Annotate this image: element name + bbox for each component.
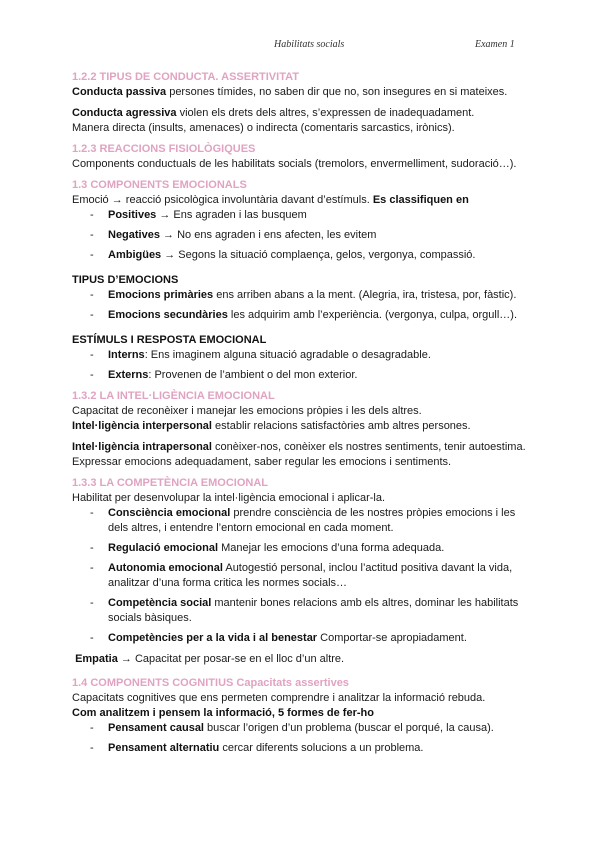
dash-bullet: - xyxy=(90,369,94,381)
list-item xyxy=(72,308,532,323)
dash-bullet: - xyxy=(90,562,94,574)
emotion-intro-bold: Es classifiquen en xyxy=(372,194,469,206)
term-aggressive: Conducta agressiva xyxy=(72,107,177,119)
page-header-title: Habilitats socials xyxy=(274,39,345,50)
dash-bullet: - xyxy=(90,229,94,241)
list-item xyxy=(72,248,532,263)
section-heading-1-3: 1.3 COMPONENTS EMOCIONALS xyxy=(72,179,247,191)
list-item-term: Competència social xyxy=(108,597,212,609)
physiological-text: Components conductuals de les habilitats socials (tremolors, envermelliment, sudoració…). xyxy=(72,158,517,170)
competence-list xyxy=(72,506,532,646)
list-item-term: Autonomia emocional xyxy=(108,562,223,574)
section-heading-1-4: 1.4 COMPONENTS COGNITIUS Capacitats assertives xyxy=(72,677,349,689)
cognitive-list xyxy=(72,721,532,756)
dash-bullet: - xyxy=(90,742,94,754)
passive-conduct-line xyxy=(72,85,532,100)
emotion-intro-text: Emoció → reacció psicològica involuntària davant d’estímuls. xyxy=(72,194,373,206)
list-item-term: Interns xyxy=(108,349,145,361)
section-heading-1-2-3: 1.2.3 REACCIONS FISIOLÒGIQUES xyxy=(72,143,256,155)
list-item-text: Comportar-se apropiadament. xyxy=(317,632,467,644)
list-item-term: Ambigües xyxy=(108,249,162,261)
page-header-exam: Examen 1 xyxy=(475,39,515,50)
list-item-text: → No ens agraden i ens afecten, les evitem xyxy=(159,229,377,241)
cognitive-definition: Capacitats cognitives que ens permeten comprendre i analitzar la informació rebuda. xyxy=(72,692,486,704)
list-item xyxy=(72,506,532,536)
dash-bullet: - xyxy=(90,289,94,301)
dash-bullet: - xyxy=(90,542,94,554)
empathy-text: → Capacitat per posar-se en el lloc d’un altre. xyxy=(117,653,345,665)
list-item-term: Negatives xyxy=(108,229,160,241)
list-item-text: → Ens agraden i las busquem xyxy=(156,209,307,221)
dash-bullet: - xyxy=(90,349,94,361)
dash-bullet: - xyxy=(90,209,94,221)
passive-text: persones tímides, no saben dir que no, son insegures en si mateixes. xyxy=(166,86,508,98)
list-item xyxy=(72,368,532,383)
list-item-text: ens arriben abans a la ment. (Alegria, ira, tristesa, por, fàstic). xyxy=(213,289,517,301)
list-item-term: Pensament alternatiu xyxy=(108,742,220,754)
list-item-term: Emocions secundàries xyxy=(108,309,228,321)
stimuli-list xyxy=(72,348,532,383)
term-passive: Conducta passiva xyxy=(72,86,167,98)
emotion-types-list xyxy=(72,288,532,323)
aggressive-conduct-line-2: Manera directa (insults, amenaces) o indirecta (comentaris sarcastics, irònics). xyxy=(72,122,455,134)
intrapersonal-text: conèixer-nos, conèixer els nostres sentiments, tenir autoestima. Expressar emocions adequadament, saber regular les emocions i sentiments. xyxy=(72,441,526,468)
list-item xyxy=(72,741,532,756)
cognitive-subheading: Com analitzem i pensem la informació, 5 formes de fer-ho xyxy=(72,707,374,719)
section-heading-1-2-2: 1.2.2 TIPUS DE CONDUCTA. ASSERTIVITAT xyxy=(72,71,299,83)
emotion-classification-list xyxy=(72,208,532,263)
emotion-types-heading: TIPUS D’EMOCIONS xyxy=(72,274,179,286)
list-item-term: Competències per a la vida i al benestar xyxy=(108,632,318,644)
interpersonal-line xyxy=(72,419,532,434)
list-item-text: → Segons la situació complaença, gelos, vergonya, compassió. xyxy=(161,249,476,261)
list-item xyxy=(72,208,532,223)
list-item xyxy=(72,596,532,626)
list-item-text: : Provenen de l’ambient o del mon exterior. xyxy=(148,369,358,381)
list-item-text: les adquirim amb l’experiència. (vergonya, culpa, orgull…). xyxy=(227,309,518,321)
emotion-intro xyxy=(72,193,532,208)
dash-bullet: - xyxy=(90,507,94,519)
stimuli-heading: ESTÍMULS I RESPOSTA EMOCIONAL xyxy=(72,334,267,346)
list-item xyxy=(72,561,532,591)
interpersonal-text: establir relacions satisfactòries amb altres persones. xyxy=(211,420,471,432)
term-empathy: Empatia xyxy=(75,653,118,665)
list-item-term: Externs xyxy=(108,369,149,381)
list-item xyxy=(72,541,532,556)
ei-definition: Capacitat de reconèixer i manejar les emocions pròpies i les dels altres. xyxy=(72,405,422,417)
list-item xyxy=(72,228,532,243)
list-item-term: Regulació emocional xyxy=(108,542,219,554)
term-interpersonal: Intel·ligència interpersonal xyxy=(72,420,212,432)
list-item-text: : Ens imaginem alguna situació agradable o desagradable. xyxy=(144,349,431,361)
competence-intro: Habilitat per desenvolupar la intel·ligència emocional i aplicar-la. xyxy=(72,492,386,504)
intrapersonal-line xyxy=(72,440,532,470)
term-intrapersonal: Intel·ligència intrapersonal xyxy=(72,441,212,453)
list-item xyxy=(72,721,532,736)
list-item-term: Positives xyxy=(108,209,157,221)
list-item xyxy=(72,631,532,646)
dash-bullet: - xyxy=(90,249,94,261)
section-heading-1-3-2: 1.3.2 LA INTEL·LIGÈNCIA EMOCIONAL xyxy=(72,390,275,402)
list-item-text: Autogestió personal, inclou l’actitud positiva davant la vida, analitzar d’una forma critica les normes socials… xyxy=(108,562,513,589)
section-heading-1-3-3: 1.3.3 LA COMPETÈNCIA EMOCIONAL xyxy=(72,477,268,489)
list-item-text: cercar diferents solucions a un problema. xyxy=(219,742,424,754)
list-item xyxy=(72,288,532,303)
list-item-text: mantenir bones relacions amb els altres, dominar les habilitats socials bàsiques. xyxy=(108,597,519,624)
aggressive-conduct-line xyxy=(72,106,532,121)
list-item-text: buscar l’origen d’un problema (buscar el porqué, la causa). xyxy=(204,722,494,734)
list-item-term: Consciència emocional xyxy=(108,507,231,519)
document-body xyxy=(72,70,532,756)
dash-bullet: - xyxy=(90,597,94,609)
dash-bullet: - xyxy=(90,632,94,644)
dash-bullet: - xyxy=(90,309,94,321)
empathy-line xyxy=(72,652,532,667)
list-item-term: Pensament causal xyxy=(108,722,204,734)
list-item-text: prendre consciència de les nostres pròpies emocions i les dels altres, i entendre l’entorn emocional en cada moment. xyxy=(108,507,516,534)
list-item xyxy=(72,348,532,363)
list-item-text: Manejar les emocions d’una forma adequada. xyxy=(218,542,445,554)
list-item-term: Emocions primàries xyxy=(108,289,214,301)
aggressive-text: violen els drets dels altres, s’expressen de inadequadament. xyxy=(176,107,475,119)
dash-bullet: - xyxy=(90,722,94,734)
